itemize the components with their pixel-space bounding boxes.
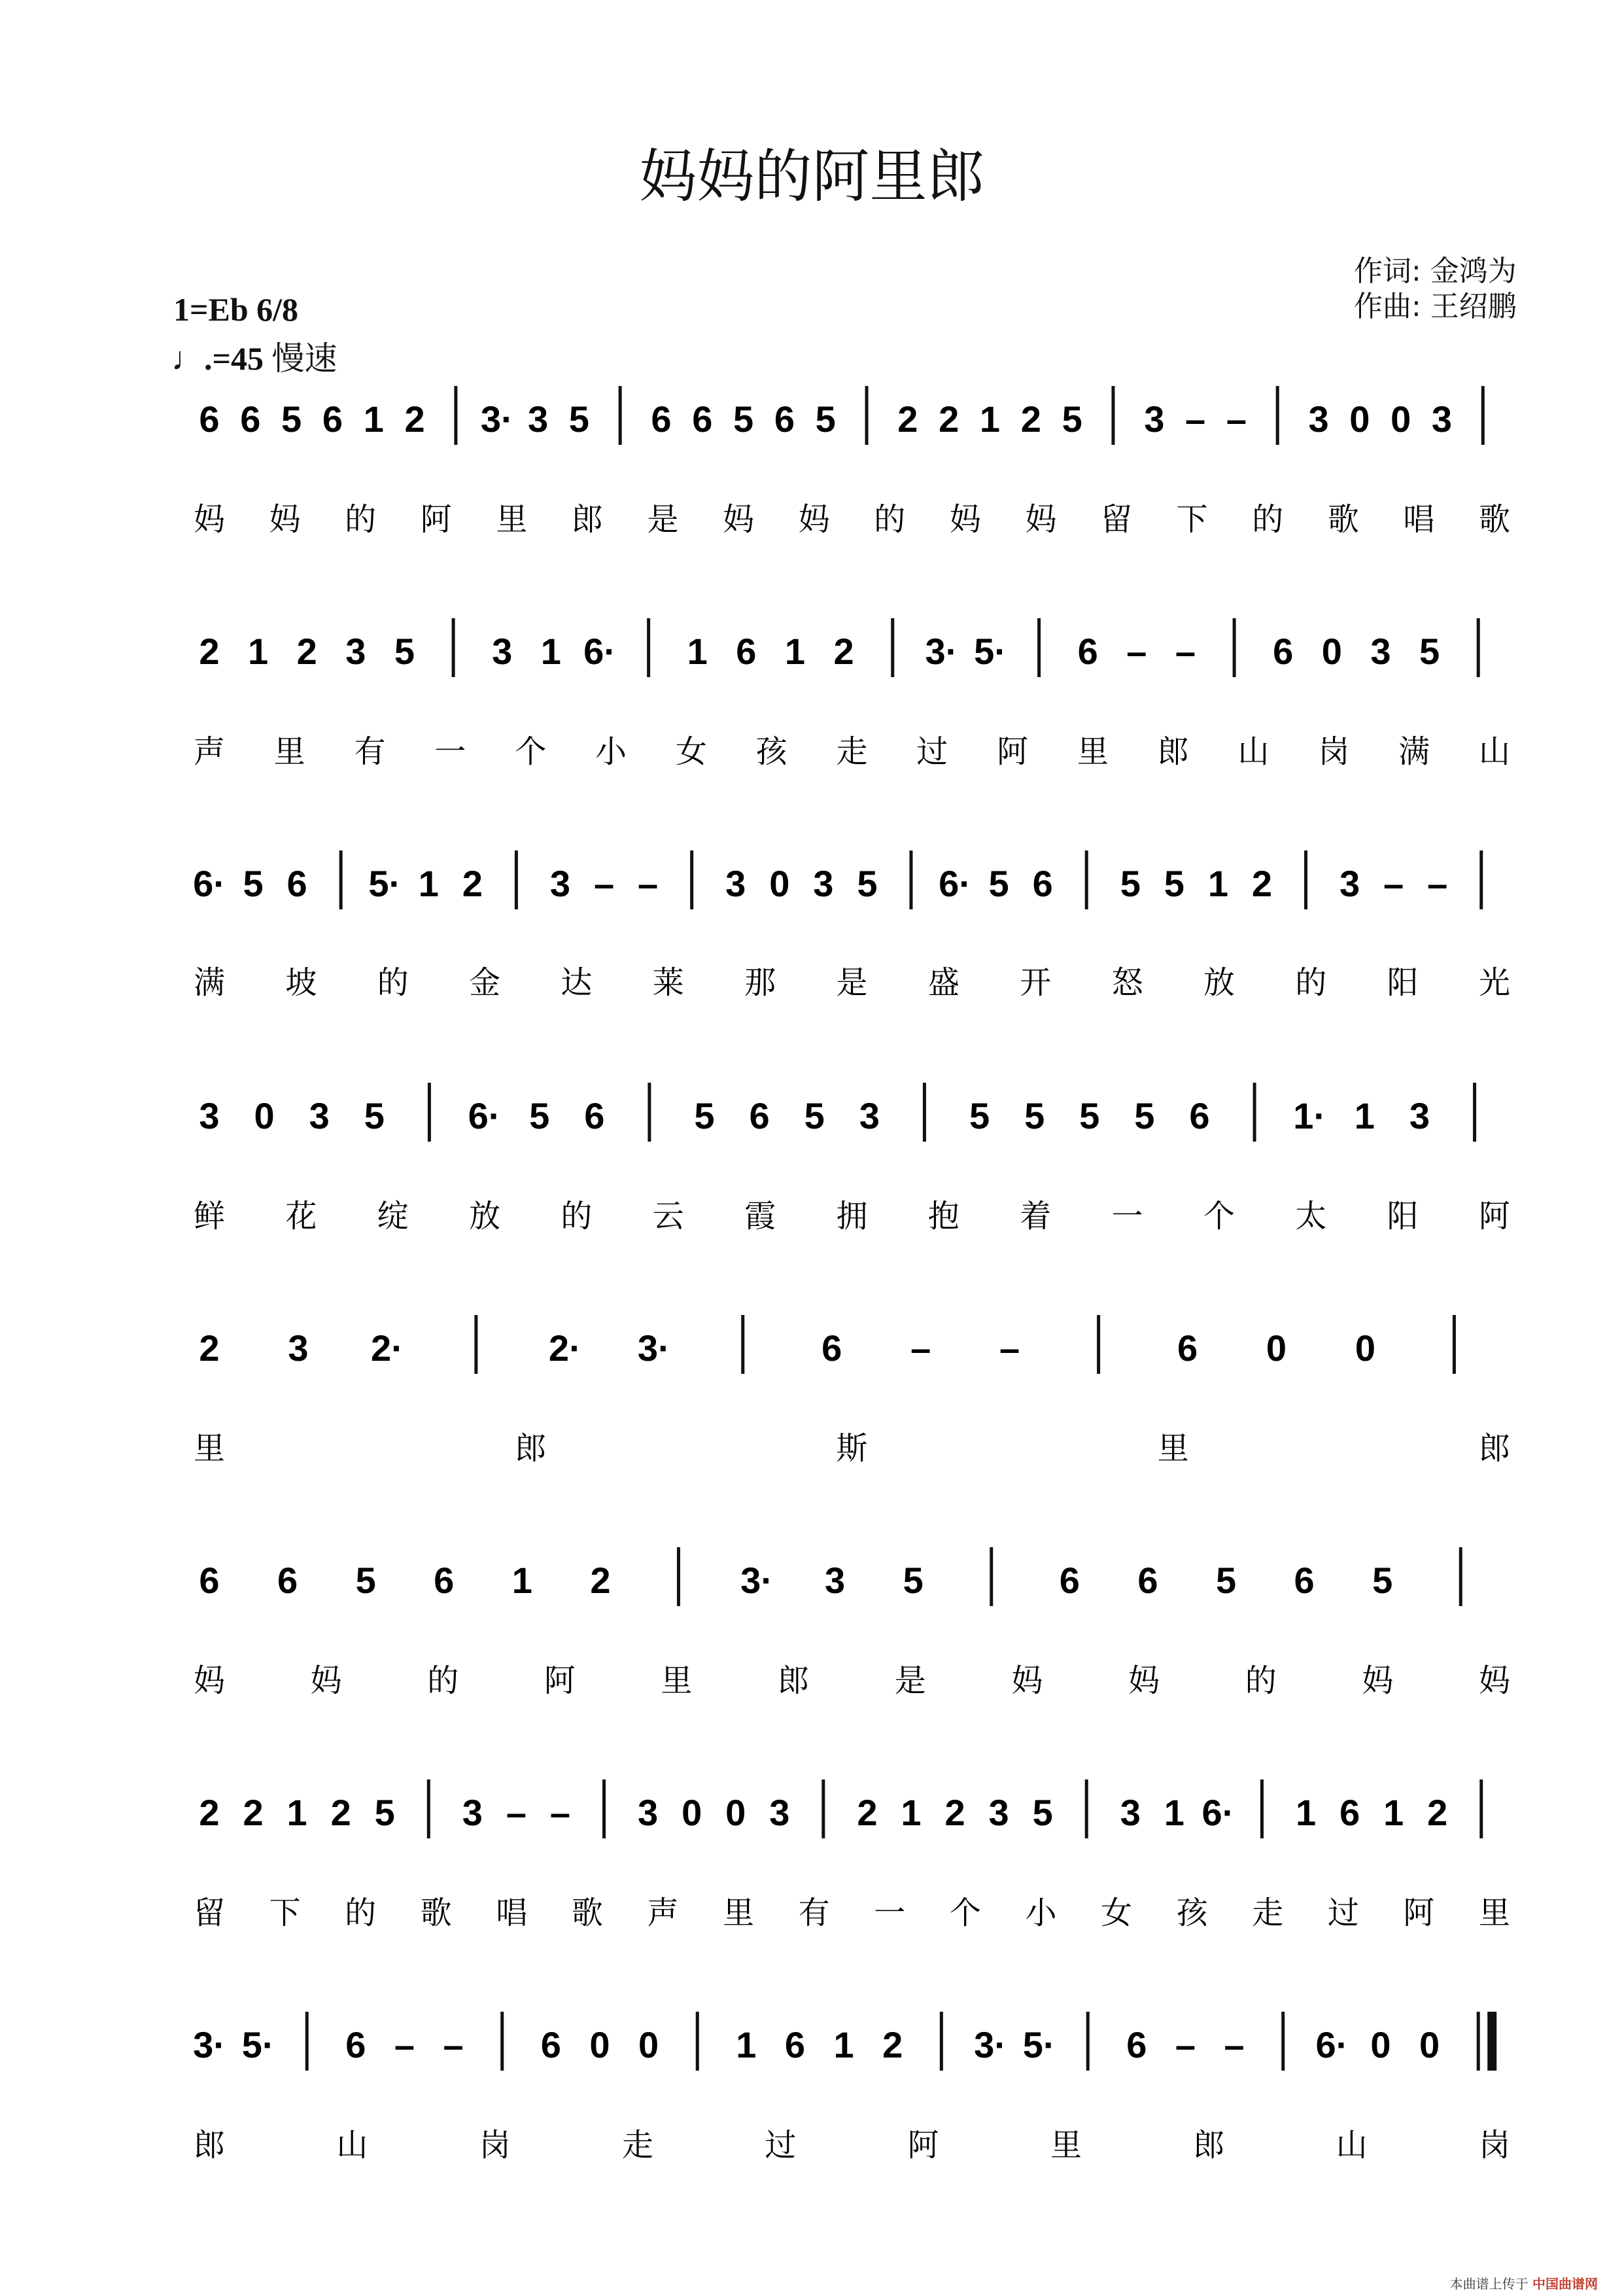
note: 3 <box>769 1792 790 1833</box>
dash-note: – <box>910 1327 931 1369</box>
footer-credit <box>1450 2273 1598 2292</box>
note: 5 <box>1024 1095 1045 1136</box>
note: 2 <box>296 631 317 672</box>
note: 1 <box>363 398 384 440</box>
lyric-syllable: 的 <box>427 1662 459 1699</box>
note: 5 <box>1120 863 1141 904</box>
lyric-syllable: 的 <box>345 501 377 538</box>
lyric-syllable: 岗 <box>1318 733 1350 770</box>
lyric-syllable: 山 <box>336 2127 368 2164</box>
lyric-syllable: 金 <box>469 964 501 1001</box>
dash-note: – <box>394 2024 415 2065</box>
lyric-syllable: 歌 <box>1478 501 1511 538</box>
lyric-syllable: 有 <box>354 733 386 770</box>
lyric-syllable: 孩 <box>1176 1895 1208 1931</box>
note: 0 <box>1266 1327 1287 1369</box>
note: 2 <box>462 863 483 904</box>
note: 3 <box>309 1095 330 1136</box>
note: 6 <box>784 2024 806 2065</box>
note: 6 <box>584 1095 605 1136</box>
note: 5 <box>1079 1095 1100 1136</box>
lyric-syllable: 阿 <box>420 501 452 538</box>
note: 6 <box>1126 2024 1147 2065</box>
lyric-syllable: 过 <box>916 733 948 770</box>
note: 2 <box>857 1792 878 1833</box>
note: 5 <box>969 1095 990 1136</box>
footer-site: 中国曲谱网 <box>1532 2276 1598 2292</box>
note: 6 <box>240 398 261 440</box>
note: 6 <box>1137 1560 1158 1601</box>
lyric-syllable: 盛 <box>927 964 959 1001</box>
lyric-syllable: 的 <box>345 1895 377 1931</box>
note: 6 <box>774 398 795 440</box>
note: 3· <box>740 1560 773 1601</box>
lyric-syllable: 下 <box>1176 501 1208 538</box>
note: 1 <box>418 863 439 904</box>
lyric-syllable: 妈 <box>193 501 226 538</box>
note: 0 <box>725 1792 746 1833</box>
note: 2 <box>882 2024 903 2065</box>
lyric-syllable: 唱 <box>496 1895 528 1931</box>
note: 1 <box>979 398 1001 440</box>
note: 2· <box>548 1327 581 1369</box>
lyric-syllable: 里 <box>1077 733 1109 770</box>
lyric-syllable: 郎 <box>1193 2127 1225 2164</box>
dash-note: – <box>549 1792 571 1833</box>
note: 3 <box>527 398 549 440</box>
lyric-syllable: 鲜 <box>193 1198 226 1235</box>
lyric-syllable: 是 <box>647 501 679 538</box>
score-row <box>194 1315 1510 1467</box>
dash-note: – <box>1427 863 1448 904</box>
dash-note: – <box>1226 398 1247 440</box>
note: 3· <box>974 2024 1007 2065</box>
final-barline <box>1487 2012 1496 2071</box>
note: 5 <box>1134 1095 1155 1136</box>
note: 5 <box>1062 398 1082 440</box>
note: 3 <box>725 863 746 904</box>
note: 5 <box>529 1095 550 1136</box>
lyric-syllable: 个 <box>1203 1198 1235 1235</box>
lyric-syllable: 一 <box>874 1895 906 1931</box>
dash-note: – <box>1383 863 1404 904</box>
note: 6· <box>468 1095 501 1136</box>
note: 1· <box>1293 1095 1326 1136</box>
note: 6 <box>286 863 307 904</box>
lyric-syllable: 那 <box>744 964 776 1001</box>
lyric-syllable: 歌 <box>571 1895 603 1931</box>
note: 0 <box>254 1095 275 1136</box>
lyric-syllable: 歌 <box>1327 501 1359 538</box>
lyric-syllable: 绽 <box>377 1198 409 1235</box>
dash-note: – <box>443 2024 464 2065</box>
lyric-syllable: 岗 <box>479 2127 511 2164</box>
note: 0 <box>589 2024 610 2065</box>
dash-note: – <box>593 863 615 904</box>
note: 2 <box>833 631 854 672</box>
lyric-syllable: 阳 <box>1387 964 1419 1001</box>
lyric-syllable: 里 <box>661 1662 693 1699</box>
score-row <box>194 1779 1510 1931</box>
lyric-syllable: 郎 <box>778 1662 810 1699</box>
note: 6· <box>583 631 616 672</box>
lyric-syllable: 妈 <box>193 1662 226 1699</box>
lyric-syllable: 妈 <box>723 501 755 538</box>
dash-note: – <box>1175 2024 1196 2065</box>
note: 2 <box>1251 863 1273 904</box>
score-row <box>193 2012 1510 2164</box>
note: 0 <box>1391 398 1411 440</box>
note: 0 <box>1419 2024 1440 2065</box>
note: 1 <box>1383 1792 1404 1833</box>
lyric-syllable: 达 <box>561 964 593 1001</box>
note: 2 <box>330 1792 351 1833</box>
note: 3 <box>1308 398 1329 440</box>
tempo-beat: ♩.=45 <box>171 340 264 377</box>
dash-note: – <box>1126 631 1147 672</box>
lyric-syllable: 开 <box>1020 964 1052 1001</box>
note: 5 <box>1164 863 1184 904</box>
note: 1 <box>1295 1792 1317 1833</box>
note: 6 <box>692 398 713 440</box>
lyric-syllable: 里 <box>1050 2127 1082 2164</box>
dash-note: – <box>999 1327 1020 1369</box>
lyric-syllable: 阿 <box>907 2127 939 2164</box>
note: 6 <box>345 2024 366 2065</box>
note: 2 <box>404 398 425 440</box>
note: 5 <box>394 631 415 672</box>
key-signature: 1=Eb 6/8 <box>173 291 299 328</box>
note: 1 <box>1164 1792 1184 1833</box>
note: 2 <box>199 1327 220 1369</box>
lyric-syllable: 是 <box>894 1662 926 1699</box>
lyric-syllable: 里 <box>1478 1895 1511 1931</box>
lyric-syllable: 的 <box>1245 1662 1277 1699</box>
note: 2 <box>939 398 959 440</box>
note: 5 <box>804 1095 825 1136</box>
note: 1 <box>736 2024 757 2065</box>
lyric-syllable: 云 <box>652 1198 684 1235</box>
composer-credit: 作曲: 王绍鹏 <box>1354 290 1517 323</box>
lyric-syllable: 声 <box>647 1895 679 1931</box>
note: 5 <box>243 863 264 904</box>
lyric-syllable: 下 <box>269 1895 301 1931</box>
note: 3 <box>1431 398 1453 440</box>
note: 5 <box>733 398 754 440</box>
note: 3 <box>492 631 513 672</box>
note: 5 <box>364 1095 385 1136</box>
note: 6 <box>821 1327 842 1369</box>
dash-note: – <box>1175 631 1196 672</box>
note: 6 <box>736 631 757 672</box>
lyric-syllable: 放 <box>1203 964 1235 1001</box>
lyric-syllable: 里 <box>723 1895 755 1931</box>
note: 3 <box>1144 398 1165 440</box>
note: 3 <box>638 1792 659 1833</box>
note: 3 <box>825 1560 846 1601</box>
note: 2 <box>944 1792 965 1833</box>
note: 1 <box>286 1792 307 1833</box>
lyric-syllable: 小 <box>1025 1895 1057 1931</box>
lyric-syllable: 女 <box>675 733 707 770</box>
note: 3 <box>345 631 366 672</box>
lyric-syllable: 斯 <box>836 1430 868 1467</box>
lyric-syllable: 个 <box>515 733 547 770</box>
lyric-syllable: 是 <box>836 964 868 1001</box>
lyric-syllable: 郎 <box>1157 733 1189 770</box>
lyric-syllable: 阿 <box>997 733 1029 770</box>
lyric-syllable: 的 <box>377 964 409 1001</box>
note: 3· <box>925 631 958 672</box>
note: 5 <box>355 1560 376 1601</box>
lyric-syllable: 妈 <box>1362 1662 1394 1699</box>
lyric-syllable: 郎 <box>515 1430 547 1467</box>
lyric-syllable: 妈 <box>949 501 981 538</box>
note: 6 <box>1273 631 1294 672</box>
note: 6· <box>939 863 971 904</box>
lyric-syllable: 郎 <box>1478 1430 1511 1467</box>
lyric-syllable: 女 <box>1101 1895 1133 1931</box>
dash-note: – <box>638 863 659 904</box>
note: 2 <box>1020 398 1041 440</box>
lyric-syllable: 妈 <box>798 501 830 538</box>
note: 5 <box>857 863 878 904</box>
note: 1 <box>540 631 561 672</box>
lyric-syllable: 坡 <box>285 964 317 1001</box>
lyricist-credit: 作词: 金鸿为 <box>1354 254 1517 288</box>
note: 5 <box>988 863 1009 904</box>
lyric-syllable: 霞 <box>744 1198 776 1235</box>
note: 0 <box>769 863 790 904</box>
note: 3 <box>199 1095 220 1136</box>
lyric-syllable: 里 <box>193 1430 226 1467</box>
lyric-syllable: 拥 <box>836 1198 868 1235</box>
lyric-syllable: 的 <box>874 501 906 538</box>
note: 0 <box>1321 631 1342 672</box>
note: 5 <box>1372 1560 1393 1601</box>
lyric-syllable: 一 <box>434 733 466 770</box>
note: 2 <box>1427 1792 1448 1833</box>
lyric-syllable: 走 <box>621 2127 654 2164</box>
note: 1 <box>1354 1095 1375 1136</box>
lyric-syllable: 妈 <box>310 1662 342 1699</box>
note: 6 <box>322 398 343 440</box>
note: 2 <box>243 1792 264 1833</box>
lyric-syllable: 过 <box>765 2127 797 2164</box>
lyric-syllable: 妈 <box>269 501 301 538</box>
lyric-syllable: 阿 <box>1478 1198 1511 1235</box>
lyric-syllable: 有 <box>798 1895 830 1931</box>
lyric-syllable: 歌 <box>420 1895 452 1931</box>
note: 3 <box>1409 1095 1430 1136</box>
note: 6 <box>434 1560 455 1601</box>
lyric-syllable: 莱 <box>652 964 684 1001</box>
note: 6 <box>1189 1095 1210 1136</box>
lyric-syllable: 过 <box>1327 1895 1359 1931</box>
note: 0 <box>1355 1327 1376 1369</box>
note: 1 <box>687 631 708 672</box>
note: 5 <box>374 1792 395 1833</box>
note: 6 <box>1339 1792 1360 1833</box>
note: 0 <box>1370 2024 1391 2065</box>
lyric-syllable: 里 <box>1157 1430 1189 1467</box>
dash-note: – <box>1185 398 1206 440</box>
lyric-syllable: 里 <box>273 733 305 770</box>
note: 6 <box>277 1560 298 1601</box>
note: 5· <box>1022 2024 1056 2065</box>
lyric-syllable: 怒 <box>1111 964 1143 1001</box>
note: 6 <box>540 2024 561 2065</box>
note: 1 <box>511 1560 532 1601</box>
lyric-syllable: 个 <box>949 1895 981 1931</box>
note: 6 <box>1032 863 1053 904</box>
score-row <box>194 1547 1510 1699</box>
footer-uploaded: 本曲谱上传于 <box>1449 2276 1529 2292</box>
lyric-syllable: 山 <box>1478 733 1511 770</box>
note: 5· <box>368 863 402 904</box>
lyric-syllable: 的 <box>561 1198 593 1235</box>
note: 3 <box>549 863 571 904</box>
note: 5 <box>568 398 589 440</box>
lyric-syllable: 郎 <box>571 501 603 538</box>
lyric-syllable: 岗 <box>1478 2127 1511 2164</box>
lyric-syllable: 郎 <box>193 2127 226 2164</box>
lyric-syllable: 着 <box>1020 1198 1052 1235</box>
note: 5 <box>903 1560 924 1601</box>
score-row <box>194 618 1510 770</box>
note: 3 <box>988 1792 1009 1833</box>
lyric-syllable: 抱 <box>927 1198 959 1235</box>
score-row <box>193 850 1510 1001</box>
lyric-syllable: 唱 <box>1403 501 1435 538</box>
note: 2 <box>199 631 220 672</box>
note: 3 <box>462 1792 483 1833</box>
lyric-syllable: 阿 <box>544 1662 576 1699</box>
note: 3 <box>288 1327 309 1369</box>
note: 6 <box>1177 1327 1198 1369</box>
note: 1 <box>248 631 269 672</box>
note: 5 <box>815 398 836 440</box>
lyric-syllable: 太 <box>1295 1198 1327 1235</box>
lyric-syllable: 山 <box>1237 733 1270 770</box>
note: 5 <box>1032 1792 1053 1833</box>
note: 6 <box>199 398 220 440</box>
note: 3· <box>637 1327 670 1369</box>
note: 0 <box>682 1792 702 1833</box>
lyric-syllable: 声 <box>193 733 226 770</box>
lyric-syllable: 山 <box>1336 2127 1368 2164</box>
note: 6 <box>749 1095 770 1136</box>
note: 3 <box>859 1095 880 1136</box>
lyric-syllable: 光 <box>1478 964 1511 1001</box>
note: 0 <box>638 2024 659 2065</box>
note: 3 <box>813 863 834 904</box>
note: 6 <box>1059 1560 1080 1601</box>
note: 1 <box>784 631 806 672</box>
lyric-syllable: 阳 <box>1387 1198 1419 1235</box>
note: 0 <box>1349 398 1370 440</box>
lyric-syllable: 放 <box>469 1198 501 1235</box>
dash-note: – <box>506 1792 527 1833</box>
tempo-word: 慢速 <box>271 340 337 377</box>
lyric-syllable: 的 <box>1295 964 1327 1001</box>
note: 3 <box>1120 1792 1141 1833</box>
note: 3· <box>193 2024 226 2065</box>
note: 5· <box>974 631 1007 672</box>
note: 3 <box>1370 631 1391 672</box>
lyric-syllable: 花 <box>285 1198 317 1235</box>
note: 6 <box>1077 631 1098 672</box>
note: 3· <box>480 398 513 440</box>
lyric-syllable: 留 <box>1101 501 1133 538</box>
score-row <box>194 1083 1510 1235</box>
lyric-syllable: 走 <box>836 733 868 770</box>
lyric-syllable: 满 <box>1398 733 1430 770</box>
page-title: 妈妈的阿里郎 <box>639 143 985 210</box>
note: 5 <box>1215 1560 1237 1601</box>
lyric-syllable: 孩 <box>755 733 787 770</box>
note: 6 <box>651 398 672 440</box>
lyric-syllable: 一 <box>1111 1198 1143 1235</box>
note: 2 <box>199 1792 220 1833</box>
lyric-syllable: 妈 <box>1478 1662 1511 1699</box>
note: 5 <box>1419 631 1440 672</box>
lyric-syllable: 留 <box>193 1895 226 1931</box>
note: 1 <box>1207 863 1228 904</box>
note: 2 <box>590 1560 611 1601</box>
lyric-syllable: 妈 <box>1128 1662 1160 1699</box>
note: 3 <box>1339 863 1360 904</box>
note: 6 <box>199 1560 220 1601</box>
lyric-syllable: 的 <box>1252 501 1284 538</box>
note: 1 <box>901 1792 922 1833</box>
note: 5 <box>281 398 302 440</box>
lyric-syllable: 妈 <box>1025 501 1057 538</box>
note: 2 <box>897 398 918 440</box>
note: 2· <box>371 1327 404 1369</box>
score-row <box>194 386 1510 538</box>
lyric-syllable: 阿 <box>1403 1895 1435 1931</box>
note: 1 <box>833 2024 854 2065</box>
lyric-syllable: 满 <box>193 964 226 1001</box>
note: 6 <box>1294 1560 1315 1601</box>
lyric-syllable: 走 <box>1252 1895 1284 1931</box>
note: 6· <box>1315 2024 1349 2065</box>
lyric-syllable: 妈 <box>1011 1662 1043 1699</box>
note: 6· <box>193 863 226 904</box>
lyric-syllable: 里 <box>496 501 528 538</box>
dash-note: – <box>1224 2024 1245 2065</box>
note: 6· <box>1201 1792 1235 1833</box>
lyric-syllable: 小 <box>595 733 627 770</box>
note: 5 <box>694 1095 715 1136</box>
note: 5· <box>241 2024 275 2065</box>
